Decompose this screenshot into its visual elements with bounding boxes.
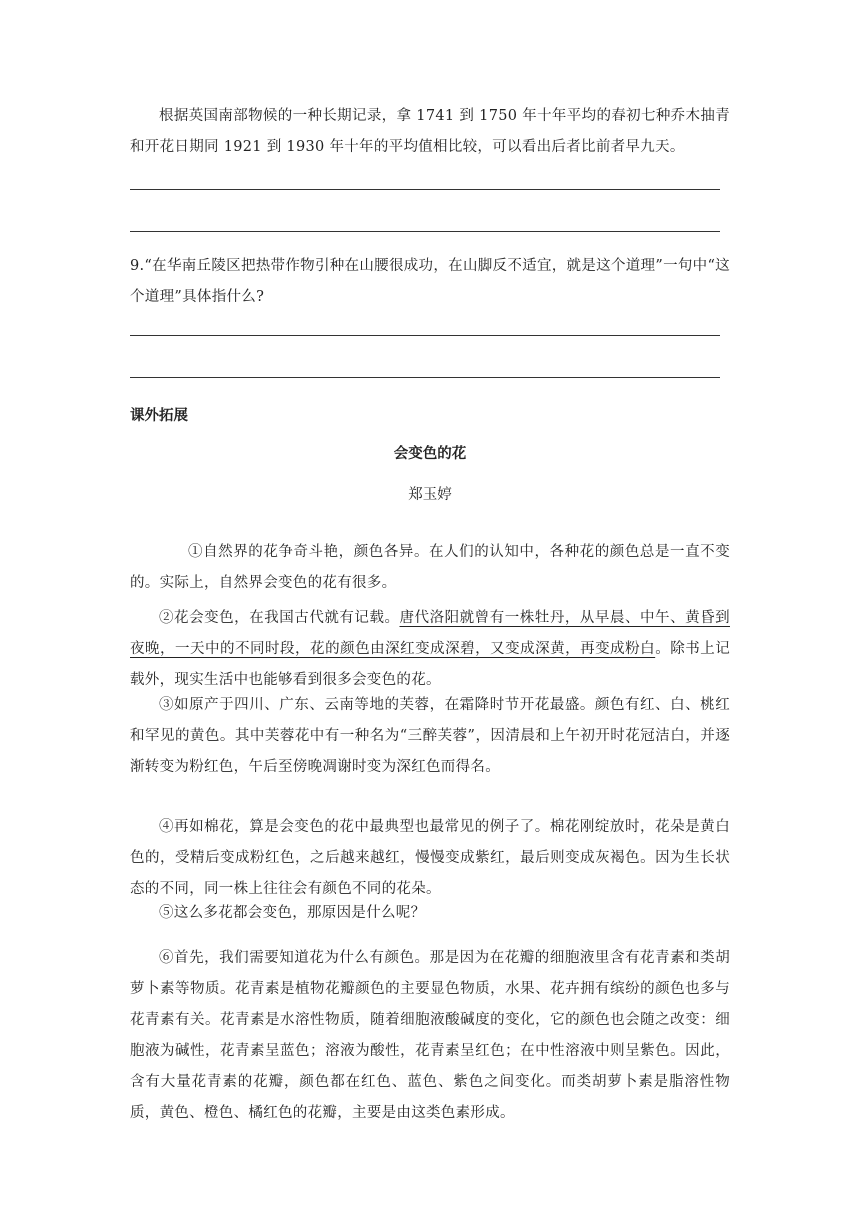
- article-author: 郑玉婷: [408, 487, 452, 503]
- article-paragraph-4: ④再如棉花，算是会变色的花中最典型也最常见的例子了。棉花刚绽放时，花朵是黄白色的，受精后变成粉红色，之后越来越红，慢慢变成紫红，最后则变成灰褐色。因为生长状态的不同，同一株上往往会有颜色不同的花朵。: [130, 819, 730, 897]
- answer-line[interactable]: [130, 189, 720, 190]
- top-paragraph: 根据英国南部物候的一种长期记录，拿 1741 到 1750 年十年平均的春初七种乔木抽青和开花日期同 1921 到 1930 年十年的平均值相比较，可以看出后者比前者早九天。: [130, 108, 730, 155]
- article-title: 会变色的花: [393, 446, 467, 462]
- article-paragraph-5: ⑤这么多花都会变色，那原因是什么呢？: [159, 905, 426, 921]
- article-paragraph-3: ③如原产于四川、广东、云南等地的芙蓉，在霜降时节开花最盛。颜色有红、白、桃红和罕见的黄色。其中芙蓉花中有一种名为“三醉芙蓉”，因清晨和上午初开时花冠洁白，并逐渐转变为粉红色，午后至傍晚凋谢时变为深红色而得名。: [130, 697, 730, 775]
- answer-line[interactable]: [130, 231, 720, 232]
- answer-line[interactable]: [130, 335, 720, 336]
- question-9: 9.“在华南丘陵区把热带作物引种在山腰很成功，在山脚反不适宜，就是这个道理”一句中“这个道理”具体指什么?: [130, 258, 730, 305]
- answer-line[interactable]: [130, 377, 720, 378]
- paragraph-2-end: 。除书上记载外，现实生活中也能够看到很多会变色的花。: [130, 641, 731, 688]
- underlined-passage: 唐代洛阳就曾有一株牡丹，从早晨、中午、黄昏到夜晚，一天中的不同时段，花的颜色由深红变成深碧，又变成深黄，再变成粉白: [130, 610, 730, 657]
- paragraph-2-start: ②花会变色，在我国古代就有记载。: [159, 610, 400, 626]
- article-paragraph-2: [130, 603, 730, 696]
- article-paragraph-1: ①自然界的花争奇斗艳，颜色各异。在人们的认知中，各种花的颜色总是一直不变的。实际上，自然界会变色的花有很多。: [130, 544, 730, 591]
- section-heading: 课外拓展: [130, 408, 188, 424]
- article-paragraph-6: ⑥首先，我们需要知道花为什么有颜色。那是因为在花瓣的细胞液里含有花青素和类胡萝卜素等物质。花青素是植物花瓣颜色的主要显色物质，水果、花卉拥有缤纷的颜色也多与花青素有关。花青素是水溶性物质，随着细胞液酸碱度的变化，它的颜色也会随之改变：细胞液为碱性，花青素呈蓝色；溶液为酸性，花青素呈红色；在中性溶液中则呈紫色。因此，含有大量花青素的花瓣，颜色都在红色、蓝色、紫色之间变化。而类胡萝卜素是脂溶性物质，黄色、橙色、橘红色的花瓣，主要是由这类色素形成。: [130, 950, 730, 1121]
